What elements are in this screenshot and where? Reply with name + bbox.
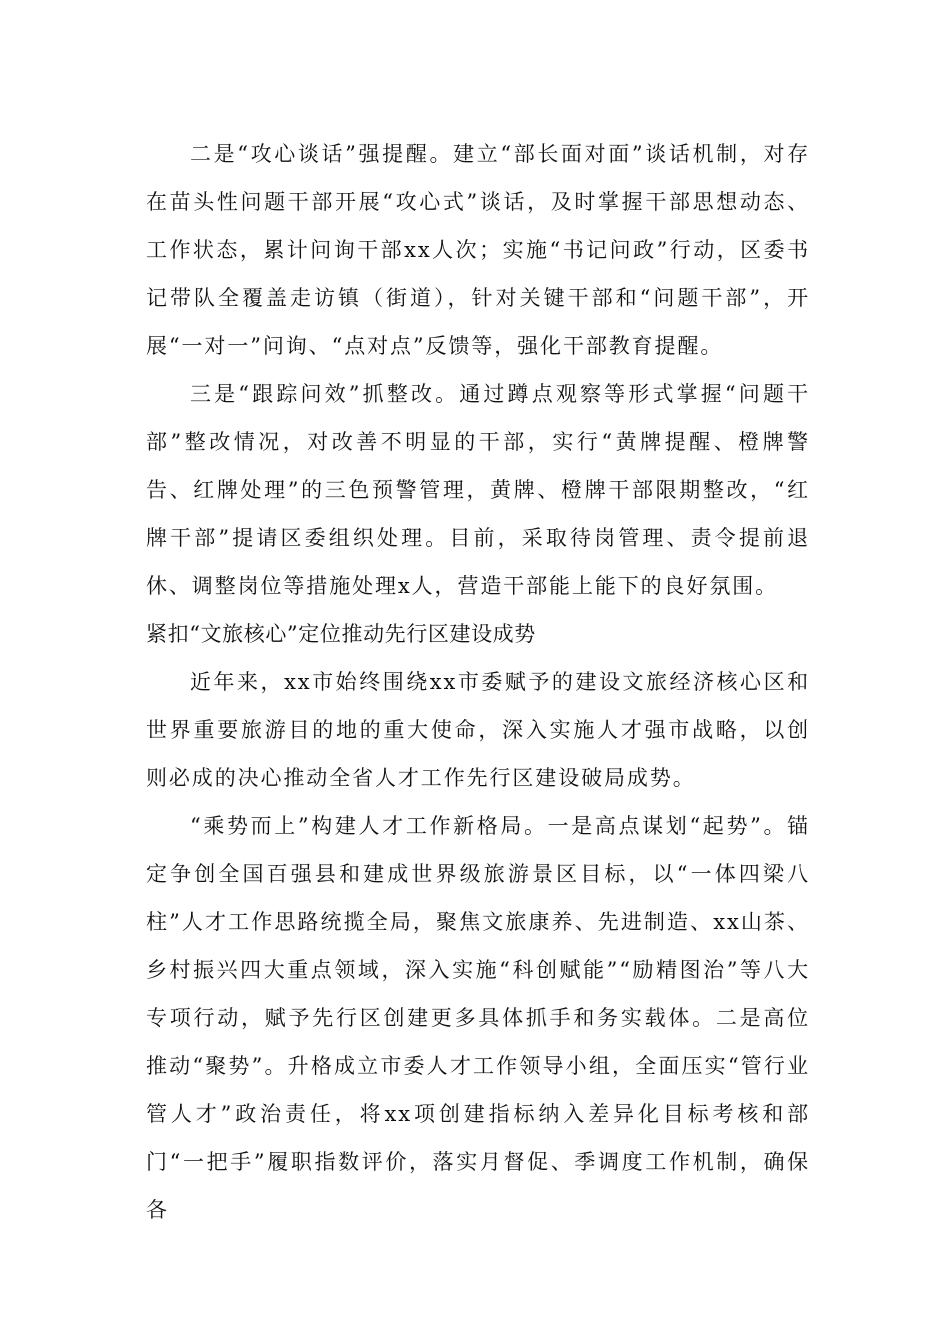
- document-body: [146, 130, 810, 1234]
- section-heading: 紧扣“文旅核心”定位推动先行区建设成势: [146, 622, 536, 646]
- paragraph-new-pattern: “乘势而上”构建人才工作新格局。一是高点谋划“起势”。锚定争创全国百强县和建成世界级旅游景区目标，以“一体四梁八柱”人才工作思路统揽全局，聚焦文旅康养、先进制造、xx山茶、乡村振兴四大重点领域，深入实施“科创赋能”“励精图治”等八大专项行动，赋予先行区创建更多具体抓手和务实载体。二是高位推动“聚势”。升格成立市委人才工作领导小组，全面压实“管行业管人才”政治责任，将xx项创建指标纳入差异化目标考核和部门“一把手”履职指数评价，落实月督促、季调度工作机制，确保各: [146, 814, 810, 1222]
- paragraph-tracking-rectification: 三是“跟踪问效”抓整改。通过蹲点观察等形式掌握“问题干部”整改情况，对改善不明显的干部，实行“黄牌提醒、橙牌警告、红牌处理”的三色预警管理，黄牌、橙牌干部限期整改，“红牌干部”提请区委组织处理。目前，采取待岗管理、责令提前退休、调整岗位等措施处理x人，营造干部能上能下的良好氛围。: [146, 382, 810, 598]
- paragraph-introduction: 近年来，xx市始终围绕xx市委赋予的建设文旅经济核心区和世界重要旅游目的地的重大使命，深入实施人才强市战略，以创则必成的决心推动全省人才工作先行区建设破局成势。: [146, 670, 810, 790]
- paragraph-talk-reminder: 二是“攻心谈话”强提醒。建立“部长面对面”谈话机制，对存在苗头性问题干部开展“攻心式”谈话，及时掌握干部思想动态、工作状态，累计问询干部xx人次；实施“书记问政”行动，区委书记带队全覆盖走访镇（街道），针对关键干部和“问题干部”，开展“一对一”问询、“点对点”反馈等，强化干部教育提醒。: [146, 142, 810, 358]
